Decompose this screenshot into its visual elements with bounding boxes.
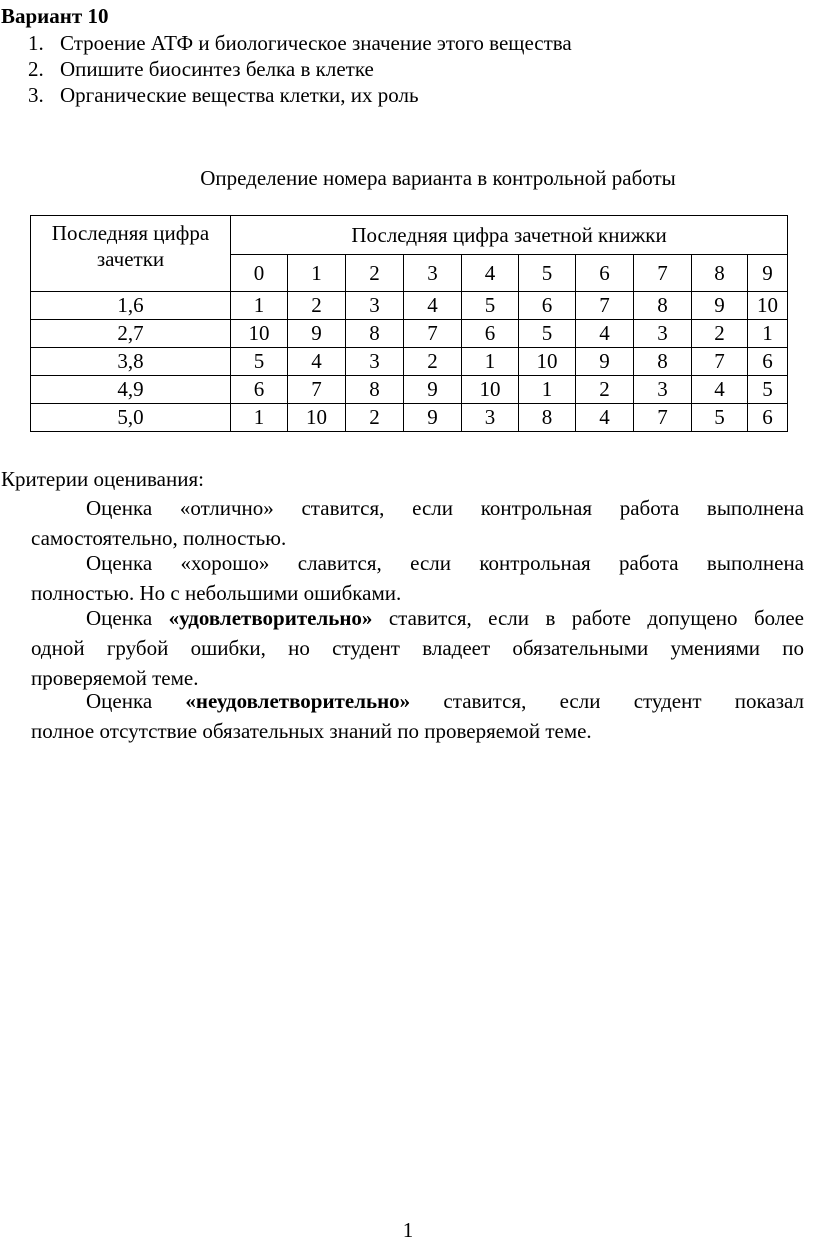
task-item: [28, 82, 572, 108]
variant-cell: 9: [404, 376, 462, 404]
digit-header-cell: 9: [748, 255, 788, 292]
variant-cell: 2: [404, 348, 462, 376]
variant-cell: 10: [288, 404, 346, 432]
variant-cell: 5: [462, 292, 519, 320]
variant-cell: 10: [519, 348, 576, 376]
variant-cell: 2: [692, 320, 748, 348]
digit-header-cell: 6: [576, 255, 634, 292]
variant-cell: 2: [346, 404, 404, 432]
variant-cell: 5: [692, 404, 748, 432]
variant-cell: 2: [288, 292, 346, 320]
variant-cell: 4: [576, 404, 634, 432]
variant-cell: 10: [231, 320, 288, 348]
task-item: [28, 56, 572, 82]
variant-cell: 10: [748, 292, 788, 320]
criterion-satisfactory: [31, 603, 804, 693]
digit-header-cell: 5: [519, 255, 576, 292]
criterion-prefix: Оценка: [86, 606, 169, 630]
criterion-text: ставится, если студент показал: [410, 689, 804, 713]
criterion-line: полностью. Но с небольшими ошибками.: [31, 581, 402, 605]
task-text: Опишите биосинтез белка в клетке: [60, 57, 374, 81]
criterion-line: [31, 603, 804, 633]
variant-cell: 9: [692, 292, 748, 320]
variant-cell: 3: [346, 348, 404, 376]
variant-cell: 4: [692, 376, 748, 404]
grade-name: «неудовлетворительно»: [185, 689, 411, 713]
task-item: [28, 30, 572, 56]
digit-header-cell: 2: [346, 255, 404, 292]
variant-cell: 3: [634, 320, 692, 348]
variant-cell: 9: [288, 320, 346, 348]
digit-header-cell: 0: [231, 255, 288, 292]
variant-cell: 3: [634, 376, 692, 404]
page-number: 1: [402, 1218, 414, 1242]
variant-cell: 1: [462, 348, 519, 376]
variant-cell: 1: [748, 320, 788, 348]
digit-header-cell: 8: [692, 255, 748, 292]
task-text: Строение АТФ и биологическое значение этого вещества: [60, 31, 572, 55]
variant-cell: 9: [576, 348, 634, 376]
variant-cell: 1: [231, 404, 288, 432]
variant-cell: 9: [404, 404, 462, 432]
variant-cell: 6: [748, 348, 788, 376]
variant-cell: 6: [462, 320, 519, 348]
variant-cell: 7: [576, 292, 634, 320]
criterion-line: одной грубой ошибки, но студент владеет обязательными умениями по: [31, 636, 804, 660]
table-row: [31, 292, 788, 320]
digit-header-cell: 1: [288, 255, 346, 292]
variant-cell: 4: [288, 348, 346, 376]
variant-cell: 5: [519, 320, 576, 348]
criterion-text: ставится, если в работе допущено более: [372, 606, 804, 630]
row-label: 1,6: [31, 292, 231, 320]
criterion-excellent: [31, 493, 804, 553]
criterion-unsatisfactory: [31, 686, 804, 746]
criterion-line: [31, 686, 804, 716]
variant-cell: 6: [519, 292, 576, 320]
criterion-line: полное отсутствие обязательных знаний по проверяемой теме.: [31, 719, 592, 743]
row-label: 3,8: [31, 348, 231, 376]
criterion-prefix: Оценка: [86, 689, 186, 713]
row-label: 2,7: [31, 320, 231, 348]
variant-cell: 4: [576, 320, 634, 348]
variant-cell: 8: [346, 376, 404, 404]
criteria-title: Критерии оценивания:: [1, 467, 204, 491]
criterion-line: самостоятельно, полностью.: [31, 526, 287, 550]
row-label: 4,9: [31, 376, 231, 404]
variant-cell: 3: [462, 404, 519, 432]
variant-title: Вариант 10: [1, 4, 109, 28]
criterion-line: Оценка «отлично» ставится, если контрольная работа выполнена: [86, 496, 804, 520]
variant-cell: 7: [692, 348, 748, 376]
table-row: [31, 404, 788, 432]
task-number: 3.: [28, 83, 44, 107]
variant-cell: 7: [404, 320, 462, 348]
variant-cell: 8: [634, 292, 692, 320]
table-row: [31, 320, 788, 348]
grade-name: «удовлетворительно»: [168, 606, 373, 630]
variant-cell: 8: [346, 320, 404, 348]
corner-header: Последняя цифра зачетки: [31, 216, 231, 292]
variant-cell: 10: [462, 376, 519, 404]
task-list: [28, 30, 572, 108]
table-caption: Определение номера варианта в контрольной работы: [200, 166, 676, 190]
digit-header-cell: 4: [462, 255, 519, 292]
digit-header-cell: 3: [404, 255, 462, 292]
criterion-good: [31, 548, 804, 608]
row-label: 5,0: [31, 404, 231, 432]
top-header: Последняя цифра зачетной книжки: [231, 216, 788, 255]
task-number: 2.: [28, 57, 44, 81]
variant-cell: 7: [288, 376, 346, 404]
criterion-line: проверяемой теме.: [31, 666, 199, 690]
variant-cell: 6: [231, 376, 288, 404]
variant-cell: 1: [231, 292, 288, 320]
variant-cell: 2: [576, 376, 634, 404]
variant-cell: 5: [231, 348, 288, 376]
variant-cell: 1: [519, 376, 576, 404]
task-number: 1.: [28, 31, 44, 55]
variant-cell: 7: [634, 404, 692, 432]
task-text: Органические вещества клетки, их роль: [60, 83, 419, 107]
variant-table: [30, 215, 788, 432]
table-header-row: [31, 216, 788, 255]
variant-cell: 3: [346, 292, 404, 320]
table-row: [31, 348, 788, 376]
table-row: [31, 376, 788, 404]
digit-header-cell: 7: [634, 255, 692, 292]
variant-cell: 8: [519, 404, 576, 432]
variant-cell: 5: [748, 376, 788, 404]
variant-cell: 8: [634, 348, 692, 376]
variant-cell: 6: [748, 404, 788, 432]
variant-cell: 4: [404, 292, 462, 320]
criterion-line: Оценка «хорошо» славится, если контрольная работа выполнена: [86, 551, 804, 575]
